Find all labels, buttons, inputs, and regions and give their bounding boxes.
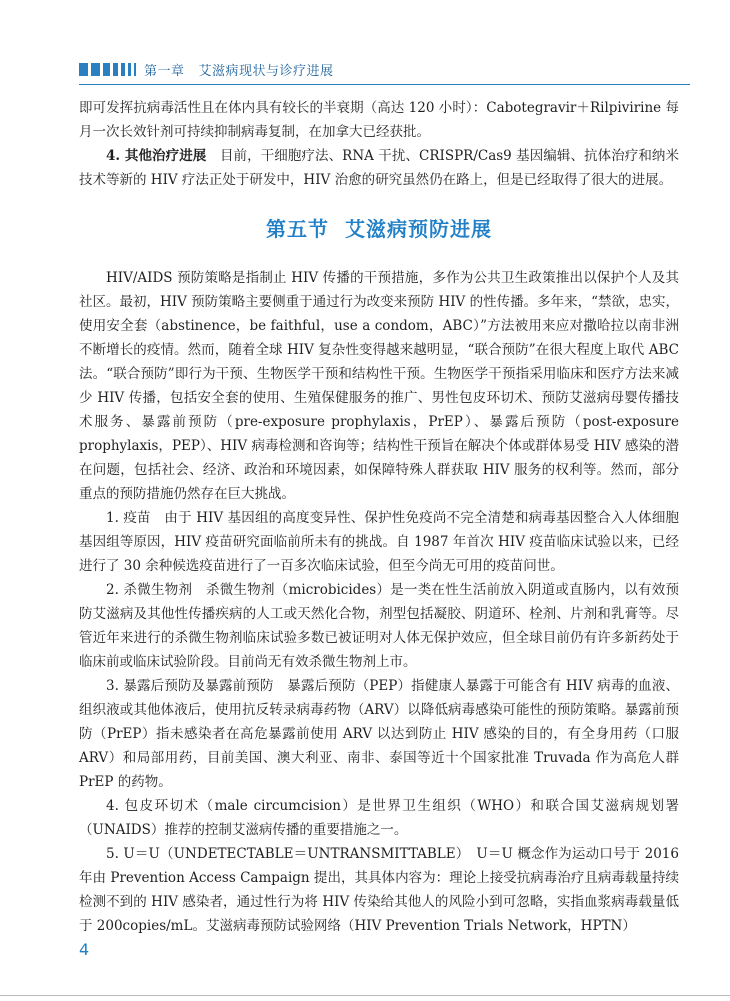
intro-paragraph: HIV/AIDS 预防策略是指制止 HIV 传播的干预措施，多作为公共卫生政策推出以保护个人及其社区。最初，HIV 预防策略主要侧重于通过行为改变来预防 HIV 的性传播。多年来，“禁欲，忠实，使用安全套（abstinence，be faithful，use a condom，ABC）”方法被用来应对撒哈拉以南非洲不断增长的疫情。然而，随着全球 HIV 复杂性变得越来越明显，“联合预防”在很大程度上取代 ABC 法。“联合预防”即行为干预、生物医学干预和结构性干预。生物医学干预指采用临床和医疗方法来减少 HIV 传播，包括安全套的使用、生殖保健服务的推广、男性包皮环切术、预防艾滋病母婴传播技术服务、暴露前预防（pre-exposure prophylaxis，PrEP）、暴露后预防（post-exposure prophylaxis，PEP）、HIV 病毒检测和咨询等；结构性干预旨在解决个体或群体易受 HIV 感染的潜在问题，包括社会、经济、政治和环境因素，如保障特殊人群获取 HIV 服务的权利等。然而，部分重点的预防措施仍然存在巨大挑战。 bbox=[79, 270, 679, 502]
bottom-edge bbox=[0, 995, 730, 996]
list-item-circumcision: 4. 包皮环切术（male circumcision）是世界卫生组织（WHO）和联合国艾滋病规划署（UNAIDS）推荐的控制艾滋病传播的重要措施之一。 bbox=[79, 798, 679, 838]
section-number: 第五节 bbox=[266, 217, 329, 241]
section-title-text: 艾滋病预防进展 bbox=[345, 217, 492, 241]
chapter-label: 第一章 bbox=[144, 63, 185, 79]
page-body bbox=[79, 96, 679, 938]
paragraph-other-treatment bbox=[79, 144, 679, 192]
item-text: 目前，干细胞疗法、RNA 干扰、CRISPR/Cas9 基因编辑、抗体治疗和纳米技术等新的 HIV 疗法正处于研发中，HIV 治愈的研究虽然仍在路上，但是已经取得了很大的进展。 bbox=[79, 148, 680, 188]
list-item-microbicides: 2. 杀微生物剂 杀微生物剂（microbicides）是一类在性生活前放入阴道或直肠内，以有效预防艾滋病及其他性传播疾病的人工或天然化合物，剂型包括凝胶、阴道环、栓剂、片剂和乳膏等。尽管近年来进行的杀微生物剂临床试验多数已被证明对人体无保护效应，但全球目前仍有许多新药处于临床前或临床试验阶段。目前尚无有效杀微生物剂上市。 bbox=[79, 582, 679, 670]
list-item-pep-prep: 3. 暴露后预防及暴露前预防 暴露后预防（PEP）指健康人暴露于可能含有 HIV 病毒的血液、组织液或其他体液后，使用抗反转录病毒药物（ARV）以降低病毒感染可能性的预防策略。暴露前预防（PrEP）指未感染者在高危暴露前使用 ARV 以达到防止 HIV 感染的目的，有全身用药（口服 ARV）和局部用药，目前美国、澳大利亚、南非、泰国等近十个国家批准 Truvada 作为高危人群 PrEP 的药物。 bbox=[79, 678, 679, 790]
section-title bbox=[79, 214, 679, 244]
paragraph-continued: 即可发挥抗病毒活性且在体内具有较长的半衰期（高达 120 小时）：Cabotegravir＋Rilpivirine 每月一次长效针剂可持续抑制病毒复制，在加拿大已经获批。 bbox=[79, 100, 679, 140]
header-text bbox=[144, 60, 334, 79]
header-rule bbox=[79, 84, 690, 85]
chapter-title: 艾滋病现状与诊疗进展 bbox=[198, 63, 334, 79]
running-header bbox=[79, 56, 690, 82]
item-heading: 4. 其他治疗进展 bbox=[106, 148, 207, 164]
page-number: 4 bbox=[79, 940, 90, 959]
list-item-vaccine: 1. 疫苗 由于 HIV 基因组的高度变异性、保护性免疫尚不完全清楚和病毒基因整合入人体细胞基因组等原因，HIV 疫苗研究面临前所未有的挑战。自 1987 年首次 HIV 疫苗临床试验以来，已经进行了 30 余种候选疫苗进行了一百多次临床试验，但至今尚无可用的疫苗问世。 bbox=[79, 510, 679, 574]
header-bars-decoration bbox=[79, 63, 136, 76]
list-item-u-equals-u: 5. U＝U（UNDETECTABLE＝UNTRANSMITTABLE） U＝U 概念作为运动口号于 2016 年由 Prevention Access Campaign 提出，其具体内容为：理论上接受抗病毒治疗且病毒载量持续检测不到的 HIV 感染者，通过性行为将 HIV 传染给其他人的风险小到可忽略，实指血浆病毒载量低于 200copies/mL。艾滋病毒预防试验网络（HIV Prevention Trials Network，HPTN） bbox=[79, 846, 679, 934]
